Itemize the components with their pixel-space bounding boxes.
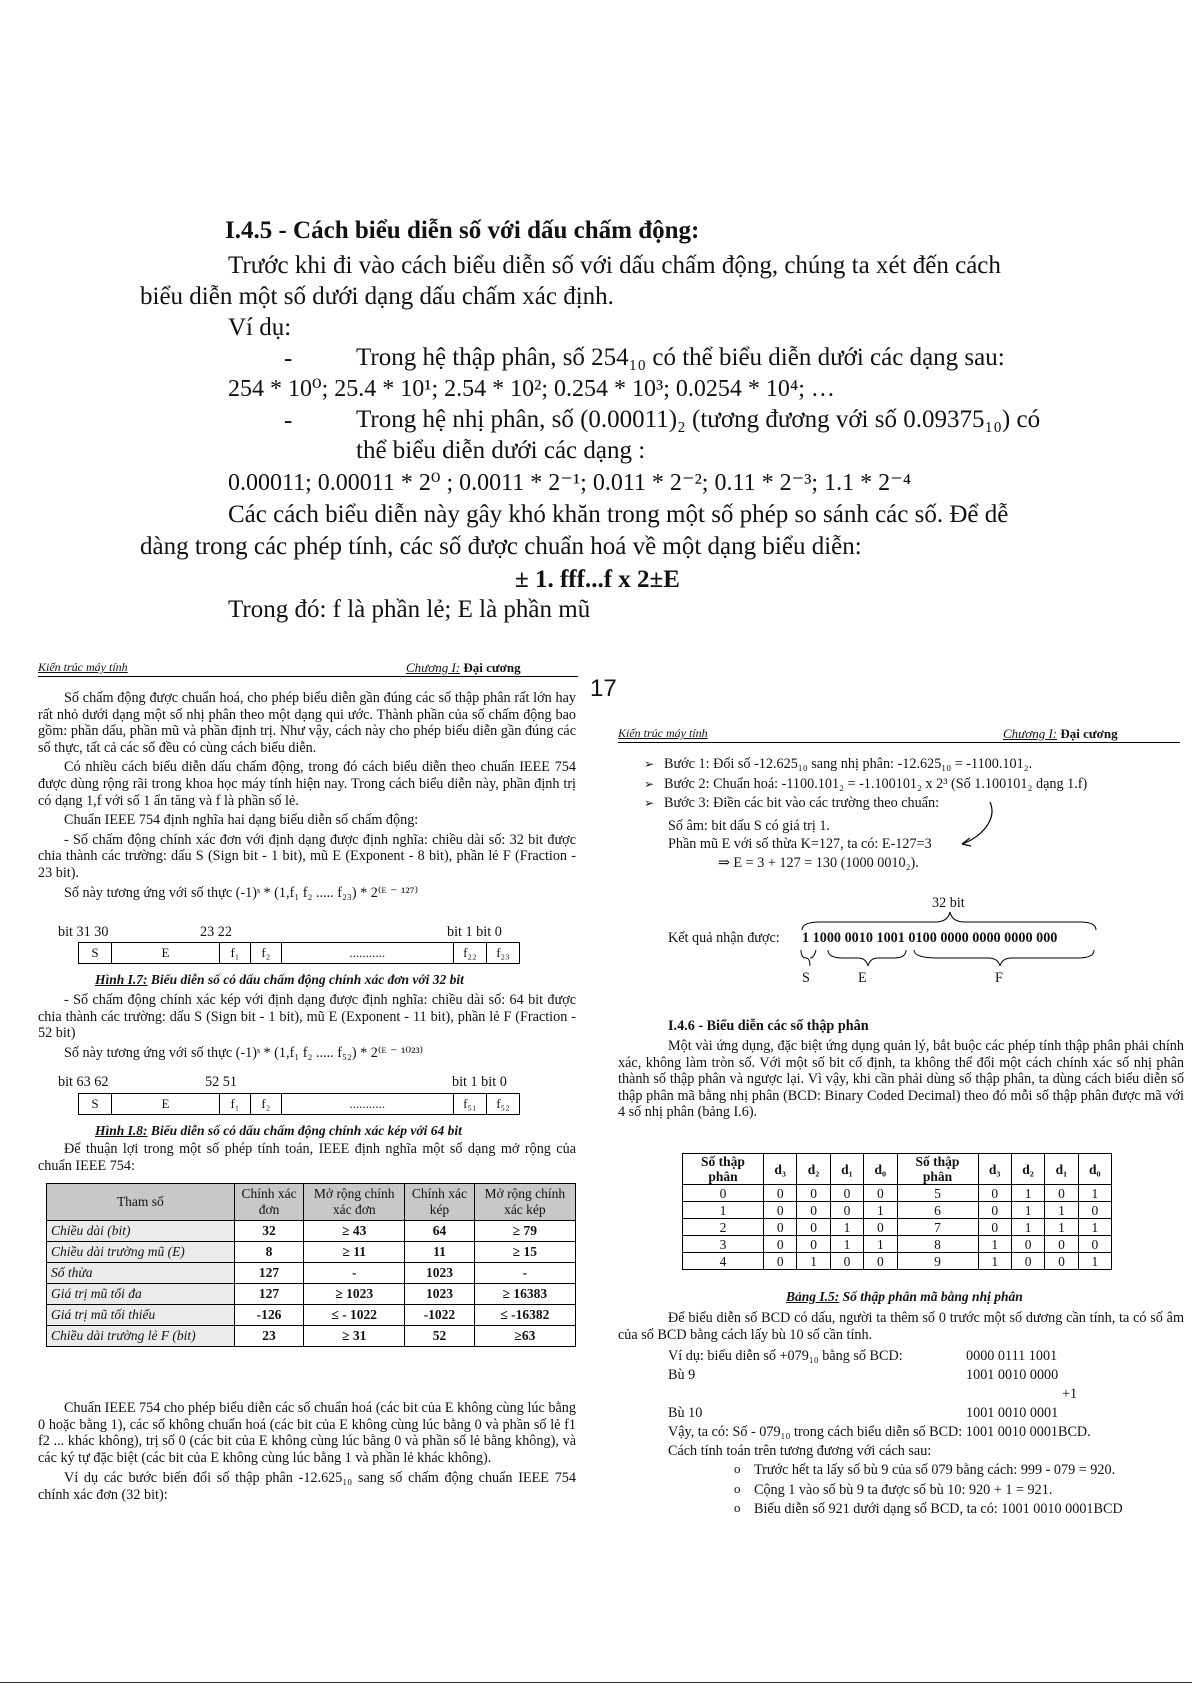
param-value: -1022 [405,1305,475,1326]
bottom-edge-line [0,1682,1192,1683]
param-value: - [474,1263,575,1284]
decimal-sentence: Trong hệ thập phân, số 254₁₀ có thể biểu diễn dưới các dạng sau: [356,344,1005,371]
bcd-header: d₁ [1045,1154,1078,1185]
param-value: ≥ 16383 [474,1284,575,1305]
table-15-text: Số thập phân mã bằng nhị phân [842,1289,1023,1304]
equivalent-line: Cách tính toán trên tương đương với cách sau: [668,1443,932,1459]
right-header-chapter-title: Đại cương [1060,726,1118,741]
arrow-curve [940,800,1010,850]
bcd-cell: 0 [683,1185,764,1202]
single-desc: - Số chấm động chính xác đơn với định dạng được định nghĩa: chiều dài số: 32 bit được chia thành các trường: dấu S (Sign bit - 1 bit), mũ E (Exponent - 8 bit), phần lẻ F (Fraction - 23 bit). [38,831,576,881]
table-row [47,1263,576,1284]
table-row [47,1242,576,1263]
param-name: Số thừa [47,1263,235,1284]
section-146-title: I.4.6 - Biểu diễn các số thập phân [668,1018,869,1034]
left-header-rule [38,676,578,677]
complement-10-label: Bù 10 [668,1405,703,1421]
figure-8-number: Hình I.8: [95,1123,148,1138]
bcd-cell: 0 [797,1219,830,1236]
double-block [38,992,576,1061]
cell-e: E [112,1094,220,1115]
bcd-header: d₀ [1078,1154,1111,1185]
double-desc: - Số chấm động chính xác kép với định dạng được định nghĩa: chiều dài số: 64 bit được chia thành các trường: dấu S (Sign bit - 1 bit), mũ E (Exponent - 11 bit), phần lẻ F (Fraction - 52 bit) [38,992,576,1042]
example-line: Ví dụ: biểu diễn số +079₁₀ bằng số BCD: [668,1348,903,1364]
param-value: ≤ -16382 [474,1305,575,1326]
example-value: 0000 0111 1001 [966,1348,1058,1364]
bcd-cell: 8 [897,1236,978,1253]
bcd-cell: 0 [978,1219,1011,1236]
left-body [38,690,576,901]
cell-f1: f₁ [219,1094,250,1115]
conclusion-line: Vậy, ta có: Số - 079₁₀ trong cách biểu diễn số BCD: 1001 0010 0001BCD. [668,1424,1091,1440]
table-row [683,1185,1112,1202]
bcd-cell: 0 [978,1185,1011,1202]
bcd-cell: 0 [797,1185,830,1202]
result-value: 1 1000 0010 1001 0100 0000 0000 0000 000 [802,930,1058,946]
params-header: Chính xác kép [405,1184,475,1221]
right-header-chapter [1003,726,1118,742]
param-value: 32 [234,1221,304,1242]
step-3: ➢ Bước 3: Điền các bit vào các trường theo chuẩn: [644,795,1184,812]
single-value: Số này tương ứng với số thực (-1)ˢ * (1,f₁ f₂ ..... f₂₃) * 2⁽ᴱ ⁻ ¹²⁷⁾ [64,884,419,901]
param-value: ≥ 1023 [304,1284,405,1305]
intro-line-1: Trước khi đi vào cách biểu diễn số với dấu chấm động, chúng ta xét đến cách [228,252,1001,279]
example-label: Ví dụ: [228,314,292,341]
ieee-steps [664,756,1184,812]
bits-count-label: 32 bit [932,895,965,911]
bcd-cell: 1 [978,1236,1011,1253]
section-heading: I.4.5 - Cách biểu diễn số với dấu chấm động: [225,217,700,244]
para-normalized-kinds: Chuẩn IEEE 754 cho phép biểu diễn các số chuẩn hoá (các bit của E không cùng lúc bằng 0 hoặc bằng 1), các số không chuẩn hoá (các bit của E không cùng lúc bằng 0 và phần số lẻ f1 f2 ... khác không), trị số 0 (các bit của E không cùng lúc bằng 0 và phần số lẻ bằng không), và các ký tự đặc biệt (các bit của E không cùng lúc bằng 1 và phần lẻ khác không). [38,1400,576,1466]
exp-line: Phần mũ E với số thừa K=127, ta có: E-127=3 [668,836,932,852]
table-row [683,1253,1112,1270]
step-1: ➢ Bước 1: Đổi số -12.625₁₀ sang nhị phân: -12.625₁₀ = -1100.101₂. [644,756,1184,773]
cell-f2: f₂ [250,1094,281,1115]
bcd-header: Số thập phân [683,1154,764,1185]
cell-f22: f₂₂ [453,943,486,964]
param-value: 23 [234,1326,304,1347]
bottom-braces [798,948,1098,968]
binary-sentence-1: Trong hệ nhị phân, số (0.00011)₂ (tương đương với số 0.09375₁₀) có [356,406,1041,433]
param-value: 64 [405,1221,475,1242]
complement-10-value: 1001 0010 0001 [966,1405,1059,1421]
bcd-cell: 0 [864,1253,897,1270]
table-row [47,1221,576,1242]
difficulty-line-2: dàng trong các phép tính, các số được chuẩn hoá về một dạng biểu diễn: [140,533,862,560]
bcd-cell: 7 [897,1219,978,1236]
left-header-chapter-title: Đại cương [463,660,521,675]
bcd-header: d₂ [1011,1154,1044,1185]
bcd-cell: 0 [764,1219,797,1236]
bcd-cell: 1 [1011,1185,1044,1202]
decimal-forms: 254 * 10⁰; 25.4 * 10¹; 2.54 * 10²; 0.254 * 10³; 0.0254 * 10⁴; … [228,376,835,402]
bcd-cell: 1 [797,1253,830,1270]
bcd-cell: 0 [1011,1253,1044,1270]
table-row [683,1202,1112,1219]
table-row [47,1326,576,1347]
cell-f2: f₂ [250,943,281,964]
bcd-cell: 0 [764,1185,797,1202]
cell-e: E [112,943,220,964]
right-header-book: Kiến trúc máy tính [618,726,708,740]
bcd-cell: 0 [1045,1236,1078,1253]
figure-7-number: Hình I.7: [95,972,148,987]
bcd-signed-block [618,1310,1184,1343]
bcd-cell: 0 [797,1236,830,1253]
para-ieee: Có nhiều cách biểu diễn dấu chấm động, trong đó cách biểu diễn theo chuẩn IEEE 754 được dùng rộng rãi trong khoa học máy tính hiện nay. Trong cách biểu diễn này, phần định trị có dạng 1,f với số 1 ẩn tăng và f là phần số lẻ. [38,759,576,809]
bcd-cell: 0 [978,1202,1011,1219]
bcd-header: Số thập phân [897,1154,978,1185]
normal-form: ± 1. fff...f x 2±E [515,566,680,593]
single-bit-31-30: bit 31 30 [58,924,109,940]
bcd-header-row [683,1154,1112,1185]
bcd-header: d₀ [864,1154,897,1185]
param-name: Giá trị mũ tối đa [47,1284,235,1305]
figure-7-text: Biểu diễn số có dấu chấm động chính xác đơn với 32 bit [150,972,464,987]
figure-7-caption [95,972,464,988]
table-15-number: Bảng I.5: [786,1289,840,1304]
cell-dots: ........... [281,943,453,964]
bcd-cell: 0 [764,1236,797,1253]
single-bit-layout [78,942,520,964]
field-label-f: F [995,970,1003,986]
bcd-cell: 0 [797,1202,830,1219]
binary-forms: 0.00011; 0.00011 * 2⁰ ; 0.0011 * 2⁻¹; 0.011 * 2⁻²; 0.11 * 2⁻³; 1.1 * 2⁻⁴ [228,470,912,496]
bcd-cell: 0 [864,1219,897,1236]
bcd-cell: 3 [683,1236,764,1253]
table-row [683,1236,1112,1253]
param-value: - [304,1263,405,1284]
table-row [47,1284,576,1305]
result-label: Kết quả nhận được: [668,930,780,946]
param-value: 1023 [405,1263,475,1284]
figure-8-caption [95,1123,462,1139]
bcd-cell: 1 [1078,1253,1111,1270]
right-header-chapter-num: Chương I: [1003,726,1058,741]
bcd-cell: 1 [830,1236,863,1253]
double-bit-layout [78,1093,520,1115]
param-value: ≥ 31 [304,1326,405,1347]
param-name: Giá trị mũ tối thiểu [47,1305,235,1326]
param-value: 52 [405,1326,475,1347]
bcd-cell: 0 [1045,1253,1078,1270]
bcd-header: d₁ [830,1154,863,1185]
bcd-header: d₂ [797,1154,830,1185]
left-bottom-text [38,1400,576,1504]
bcd-cell: 0 [1078,1202,1111,1219]
plus-one: +1 [1062,1386,1078,1402]
double-bit-1-0: bit 1 bit 0 [452,1074,507,1090]
exp-result: ⇒ E = 3 + 127 = 130 (1000 0010₂). [718,855,919,871]
param-value: ≥ 11 [304,1242,405,1263]
bcd-cell: 4 [683,1253,764,1270]
left-header-book: Kiến trúc máy tính [38,660,128,674]
section-146-paragraph: Một vài ứng dụng, đặc biệt ứng dụng quản lý, bắt buộc các phép tính thập phân phải chính xác, không làm tròn số. Với một số bit cố định, ta không thể đổi một cách chính xác số nhị phân thành số thập phân và ngược lại. Vì vậy, khi cần phải dùng số thập phân, ta dùng cách biểu diễn số thập phân mã bằng nhị phân (BCD: Binary Coded Decimal) theo đó mỗi số thập phân được mã với 4 số nhị phân (bảng I.6). [618,1038,1184,1121]
table-15-caption [786,1289,1023,1305]
bcd-cell: 1 [1045,1219,1078,1236]
top-brace [800,910,1100,932]
complement-9-label: Bù 9 [668,1367,696,1383]
param-value: -126 [234,1305,304,1326]
double-value: Số này tương ứng với số thực (-1)ˢ * (1,f₁ f₂ ..... f₅₂) * 2⁽ᴱ ⁻ ¹⁰²³⁾ [64,1044,424,1061]
field-label-s: S [802,970,810,986]
bcd-cell: 1 [1045,1202,1078,1219]
bcd-signed-para: Để biểu diễn số BCD có dấu, người ta thêm số 0 trước một số dương cần tính, ta có số âm của số BCD bằng cách lấy bù 10 số cần tính. [618,1310,1184,1343]
bcd-cell: 1 [864,1236,897,1253]
method-step-1: o Trước hết ta lấy số bù 9 của số 079 bằng cách: 999 - 079 = 920. [734,1462,1123,1479]
single-bit-23-22: 23 22 [200,924,232,940]
page-number: 17 [590,675,617,702]
bcd-cell: 9 [897,1253,978,1270]
ieee-params-table [46,1183,576,1347]
bcd-cell: 0 [1011,1236,1044,1253]
param-value: 1023 [405,1284,475,1305]
method-steps [734,1462,1123,1518]
double-bit-63-62: bit 63 62 [58,1074,109,1090]
bcd-cell: 0 [1045,1185,1078,1202]
params-header: Tham số [47,1184,235,1221]
param-value: 127 [234,1263,304,1284]
bcd-cell: 1 [683,1202,764,1219]
para-normalized: Số chấm động được chuẩn hoá, cho phép biểu diễn gần đúng các số thập phân rất lớn hay rất nhỏ dưới dạng một số nhị phân theo một dạng qui ước. Thành phần của số chấm động bao gồm: phần dấu, phần mũ và phần định trị. Như vậy, cách này cho phép biểu diễn gần đúng các số thực, tất cả các số đều có cùng cách biểu diễn. [38,690,576,756]
cell-f23: f₂₃ [486,943,519,964]
bcd-cell: 5 [897,1185,978,1202]
bcd-cell: 0 [830,1202,863,1219]
field-label-e: E [858,970,867,986]
section-146-body [618,1038,1184,1121]
extended-intro [38,1141,576,1174]
bcd-header: d₃ [764,1154,797,1185]
cell-f51: f₅₁ [453,1094,486,1115]
param-name: Chiều dài trường lẻ F (bit) [47,1326,235,1347]
bcd-cell: 6 [897,1202,978,1219]
params-header: Mở rộng chính xác đơn [304,1184,405,1221]
cell-s: S [79,943,112,964]
method-step-2: o Cộng 1 vào số bù 9 ta được số bù 10: 920 + 1 = 921. [734,1482,1123,1499]
bcd-cell: 1 [978,1253,1011,1270]
left-header-chapter [406,660,521,676]
bcd-cell: 0 [764,1253,797,1270]
bcd-cell: 1 [1078,1185,1111,1202]
param-value: 8 [234,1242,304,1263]
bcd-cell: 1 [1078,1219,1111,1236]
param-value: ≥ 15 [474,1242,575,1263]
intro-line-2: biểu diễn một số dưới dạng dấu chấm xác định. [140,283,614,310]
bcd-cell: 2 [683,1219,764,1236]
param-name: Chiều dài (bit) [47,1221,235,1242]
step-2: ➢ Bước 2: Chuẩn hoá: -1100.101₂ = -1.100101₂ x 2³ (Số 1.100101₂ dạng 1.f) [644,776,1184,793]
binary-sentence-2: thể biểu diễn dưới các dạng : [356,437,646,464]
right-header-rule [618,742,1180,743]
para-example-intro: Ví dụ các bước biến đổi số thập phân -12.625₁₀ sang số chấm động chuẩn IEEE 754 chính xác đơn (32 bit): [38,1470,576,1503]
bcd-cell: 0 [764,1202,797,1219]
bcd-cell: 1 [864,1202,897,1219]
bcd-cell: 1 [830,1219,863,1236]
para-two-forms: Chuẩn IEEE 754 định nghĩa hai dạng biểu diễn số chấm động: [64,812,419,829]
extended-intro-text: Để thuận lợi trong một số phép tính toán, IEEE định nghĩa một số dạng mở rộng của chuẩn IEEE 754: [38,1141,576,1174]
params-header: Chính xác đơn [234,1184,304,1221]
dash-2: - [284,407,293,434]
double-bit-52-51: 52 51 [205,1074,237,1090]
param-value: ≤ - 1022 [304,1305,405,1326]
params-header-row [47,1184,576,1221]
table-row [47,1305,576,1326]
bcd-cell: 1 [1011,1202,1044,1219]
method-step-3: o Biểu diễn số 921 dưới dạng số BCD, ta có: 1001 0010 0001BCD [734,1501,1123,1518]
cell-s: S [79,1094,112,1115]
cell-f52: f₅₂ [486,1094,519,1115]
table-row [683,1219,1112,1236]
complement-9-value: 1001 0010 0000 [966,1367,1059,1383]
params-header: Mở rộng chính xác kép [474,1184,575,1221]
bcd-cell: 0 [1078,1236,1111,1253]
bcd-cell: 0 [830,1185,863,1202]
param-value: ≥ 79 [474,1221,575,1242]
figure-8-text: Biểu diễn số có dấu chấm động chính xác kép với 64 bit [150,1123,462,1138]
param-value: ≥ 43 [304,1221,405,1242]
cell-f1: f₁ [219,943,250,964]
dash-1: - [284,345,293,372]
bcd-table [682,1153,1112,1270]
bcd-cell: 0 [830,1253,863,1270]
sign-line: Số âm: bit dấu S có giá trị 1. [668,818,830,834]
bcd-header: d₃ [978,1154,1011,1185]
param-value: ≥63 [474,1326,575,1347]
bcd-cell: 1 [1011,1219,1044,1236]
cell-dots: ........... [281,1094,453,1115]
param-name: Chiều dài trường mũ (E) [47,1242,235,1263]
single-bit-1-0: bit 1 bit 0 [447,924,502,940]
where-line: Trong đó: f là phần lẻ; E là phần mũ [228,596,591,623]
bcd-cell: 0 [864,1185,897,1202]
param-value: 127 [234,1284,304,1305]
left-header-chapter-num: Chương I: [406,660,461,675]
param-value: 11 [405,1242,475,1263]
difficulty-line-1: Các cách biểu diễn này gây khó khăn trong một số phép so sánh các số. Để dễ [228,501,1009,528]
